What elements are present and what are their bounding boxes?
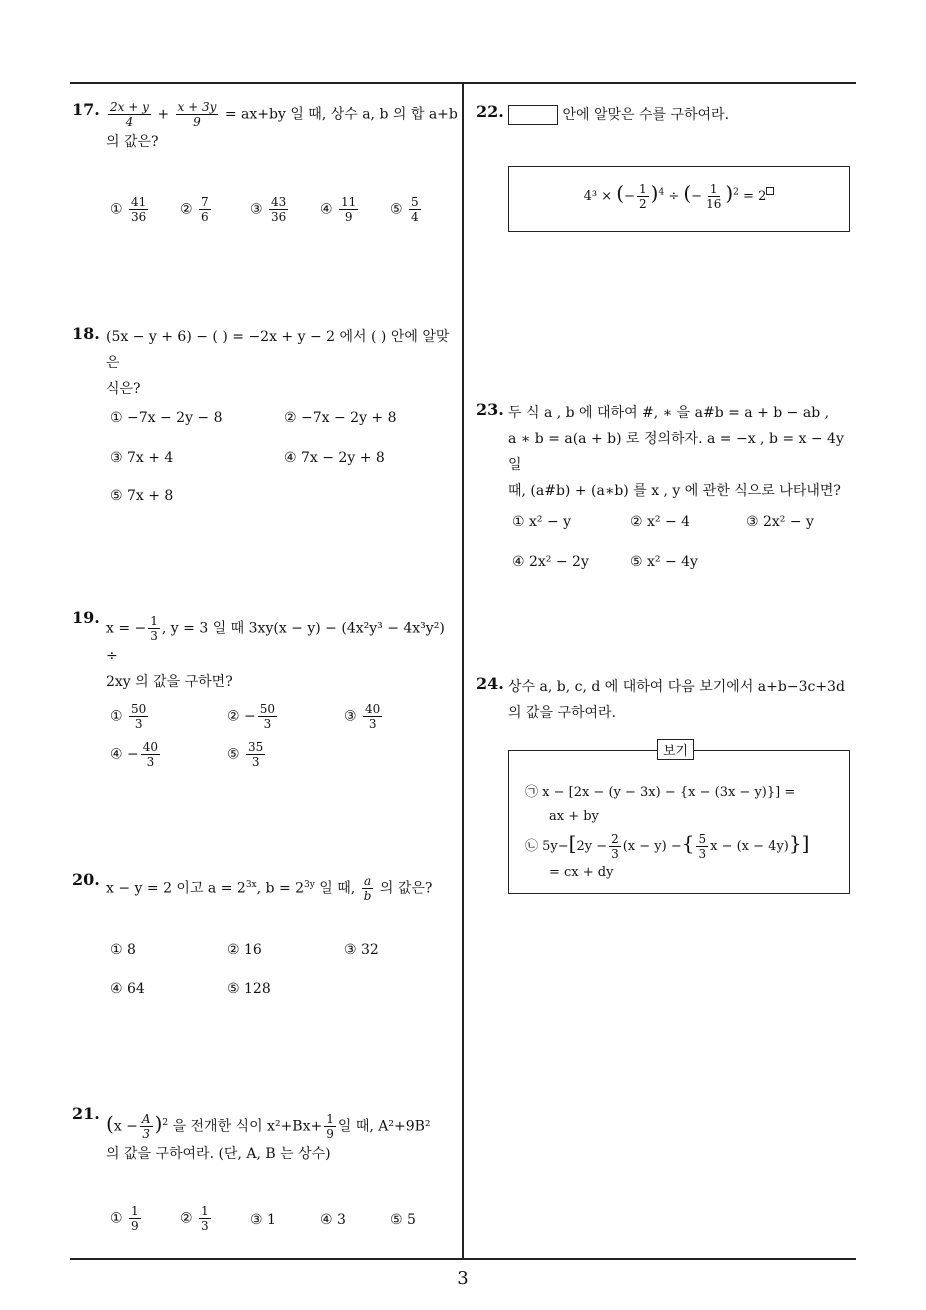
choice-3[interactable]: ③ $\frac{43}{36}$ (250, 195, 287, 224)
choice-3[interactable]: ③ 2x² − y (746, 514, 814, 530)
question-number: 17. (72, 100, 100, 119)
choice-4[interactable]: ④ 3 (320, 1212, 346, 1228)
question-number: 24. (476, 674, 504, 693)
question-18 (72, 324, 460, 514)
question-21 (72, 1104, 460, 1248)
choice-3[interactable]: ③ 7x + 4 (110, 450, 174, 466)
choice-2[interactable]: ② − $\frac{50}{3}$ (227, 702, 276, 731)
choice-5[interactable]: ⑤ $\frac{5}{4}$ (390, 195, 419, 224)
choice-2[interactable]: ② −7x − 2y + 8 (284, 410, 397, 426)
fraction: $\frac{x + 3y}{9}$ (177, 100, 217, 129)
question-text: 상수 a, b, c, d 에 대하여 다음 보기에서 a+b−3c+3d 의 값을 구하여라. (508, 679, 845, 721)
choice-5[interactable]: ⑤ 7x + 8 (110, 488, 174, 504)
question-text: 두 식 a , b 에 대하여 #, ∗ 을 a#b = a + b − ab , a ∗ b = a(a + b) 로 정의하자. a = −x , b = x − 4y 일 때, (a#b) + (a∗b) 를 x , y 에 관한 식으로 나타내면? (508, 405, 844, 499)
question-22 (476, 102, 856, 242)
question-number: 18. (72, 324, 100, 343)
choice-5[interactable]: ⑤ $\frac{35}{3}$ (227, 740, 264, 769)
question-text: x − y = 2 이고 $a = 2^{3x}$, $b = 2^{3y}$ 일 때, $\frac{a}{b}$ 의 값은? (106, 874, 433, 904)
answer-blank (508, 105, 558, 125)
example-item-2: ㉡ 5y−[2y − $\frac{2}{3}$ (x − y) −{ $\frac{5}{3}$ x − (x − 4y)}] = cx + dy (525, 831, 810, 880)
column-divider (462, 82, 464, 1260)
choice-4[interactable]: ④ $\frac{11}{9}$ (320, 195, 357, 224)
question-number: 19. (72, 608, 100, 627)
expression-box (508, 166, 850, 232)
choice-4[interactable]: ④ 2x² − 2y (512, 554, 589, 570)
choice-1[interactable]: ① −7x − 2y − 8 (110, 410, 223, 426)
question-20 (72, 870, 460, 1010)
question-text: 안에 알맞은 수를 구하여라. (508, 102, 856, 128)
choice-4[interactable]: ④ 64 (110, 981, 145, 997)
example-box (508, 744, 850, 894)
question-24 (476, 674, 856, 904)
choice-4[interactable]: ④ − $\frac{40}{3}$ (110, 740, 159, 769)
blank-square-icon (766, 187, 774, 195)
choice-3[interactable]: ③ 1 (250, 1212, 276, 1228)
expression: 4³ × (− $\frac{1}{2}$ )$^4$ ÷ (− $\frac{1}{16}$ )$^2$ = 2 (509, 181, 849, 211)
question-number: 21. (72, 1104, 100, 1123)
choice-3[interactable]: ③ $\frac{40}{3}$ (344, 702, 381, 731)
question-19 (72, 608, 460, 788)
choice-5[interactable]: ⑤ 5 (390, 1212, 416, 1228)
choice-2[interactable]: ② $\frac{7}{6}$ (180, 195, 209, 224)
question-text: x = − $\frac{1}{3}$ , y = 3 일 때 3xy(x − y) − (4x²y³ − 4x³y²) ÷ 2xy 의 값을 구하면? (106, 614, 445, 690)
question-text: $\frac{2x + y}{4}$ + $\frac{x + 3y}{9}$ = ax+by 일 때, 상수 a, b 의 합 a+b 의 값은? (106, 100, 458, 150)
choice-4[interactable]: ④ 7x − 2y + 8 (284, 450, 385, 466)
question-17 (72, 100, 460, 240)
question-number: 22. (476, 102, 504, 121)
choice-1[interactable]: ① $\frac{50}{3}$ (110, 702, 147, 731)
question-23 (476, 400, 856, 580)
choice-3[interactable]: ③ 32 (344, 942, 379, 958)
question-number: 23. (476, 400, 504, 419)
choice-5[interactable]: ⑤ 128 (227, 981, 271, 997)
choice-1[interactable]: ① $\frac{1}{9}$ (110, 1204, 139, 1233)
question-text: (x − $\frac{A}{3}$ )$^2$ 을 전개한 식이 x²+Bx+ $\frac{1}{9}$ 일 때, A²+9B² 의 값을 구하여라. (단, A, B 는 상수) (106, 1111, 431, 1163)
choice-5[interactable]: ⑤ x² − 4y (630, 554, 698, 570)
choice-1[interactable]: ① 8 (110, 942, 136, 958)
choice-1[interactable]: ① x² − y (512, 514, 572, 530)
choice-2[interactable]: ② $\frac{1}{3}$ (180, 1204, 209, 1233)
bottom-rule (70, 1258, 856, 1260)
choice-1[interactable]: ① $\frac{41}{36}$ (110, 195, 147, 224)
choice-2[interactable]: ② 16 (227, 942, 262, 958)
page-number: 3 (457, 1268, 469, 1289)
question-text: (5x − y + 6) − ( ) = −2x + y − 2 에서 ( ) 안에 알맞은 식은? (106, 329, 450, 397)
example-item-1: ㉠ x − [2x − (y − 3x) − {x − (3x − y)}] = ax + by (525, 785, 796, 824)
example-box-label: 보기 (657, 739, 694, 760)
choice-2[interactable]: ② x² − 4 (630, 514, 691, 530)
question-number: 20. (72, 870, 100, 889)
fraction: $\frac{2x + y}{4}$ (110, 100, 149, 129)
